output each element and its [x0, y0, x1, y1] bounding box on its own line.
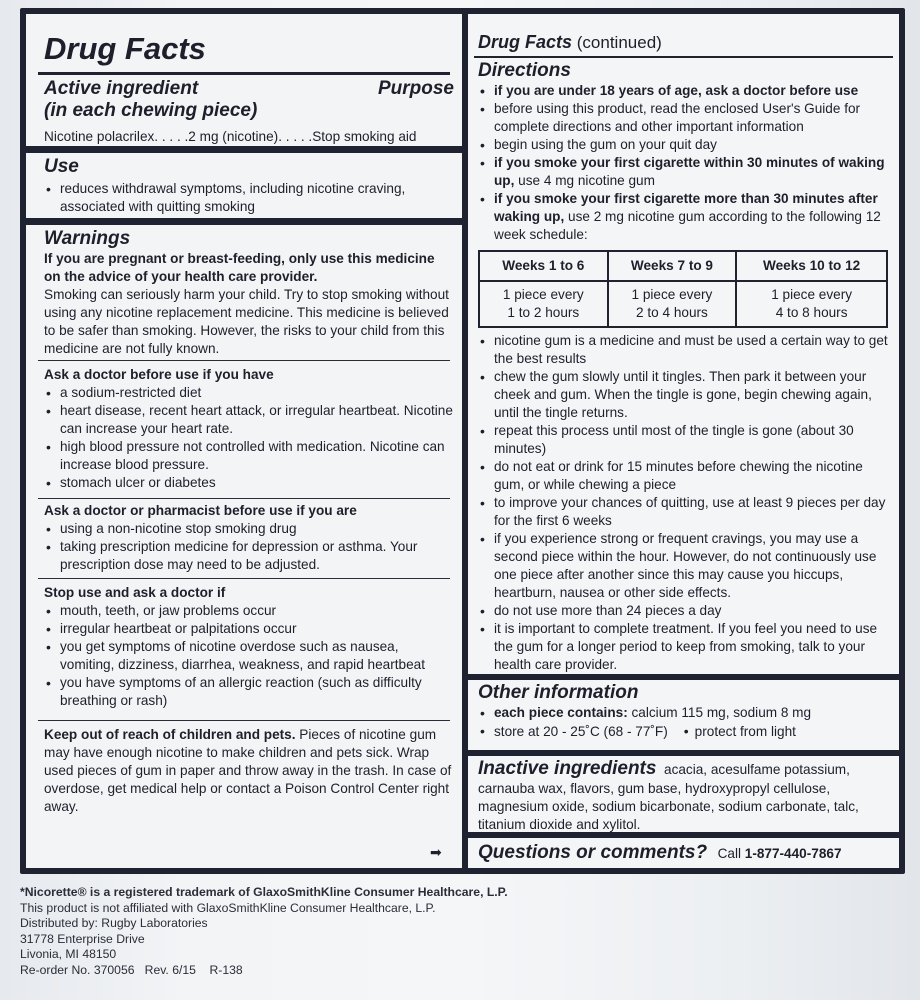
directions-section [478, 60, 893, 674]
list-item: • do not use more than 24 pieces a day [478, 602, 893, 620]
inactive-heading: Inactive ingredients [478, 758, 657, 779]
ask-doctor-section [44, 366, 454, 492]
list-item: • if you smoke your first cigarette more than 30 minutes after waking up, use 2 mg nicotine gum according to the following 12 week schedule: [478, 190, 893, 244]
list-item: • if you experience strong or frequent cravings, you may use a second piece within the hour. However, do not continuously use one piece after another since this may cause you hiccups, heartburn, nausea or other side effects. [478, 530, 893, 602]
footer-line: 31778 Enterprise Drive [20, 931, 145, 946]
footer [20, 885, 900, 978]
other-info-box [468, 680, 899, 750]
keep-out-bold: Keep out of reach of children and pets. [44, 727, 296, 742]
list-item: • chew the gum slowly until it tingles. Then park it between your cheek and gum. When the tingle is gone, begin chewing again, until the tingle returns. [478, 368, 893, 422]
footer-line: Re-order No. 370056 Rev. 6/15 R-138 [20, 962, 243, 977]
warnings-text: Smoking can seriously harm your child. Try to stop smoking without using any nicotine replacement medicine. This medicine is believed to be safer than smoking. However, the risks to your child from this medicine are not fully known. [44, 287, 449, 356]
list-item: • nicotine gum is a medicine and must be used a certain way to get the best results [478, 332, 893, 368]
ask-doctor-heading: Ask a doctor before use if you have [44, 367, 274, 382]
list-item: • high blood pressure not controlled with medication. Nicotine can increase blood pressure. [44, 438, 454, 474]
drug-facts-title: Drug Facts [44, 31, 206, 66]
list-item: • a sodium-restricted diet [44, 384, 454, 402]
list-item: • stomach ulcer or diabetes [44, 474, 454, 492]
list-item: • if you are under 18 years of age, ask a doctor before use [478, 82, 893, 100]
use-section [44, 156, 454, 216]
use-heading: Use [44, 156, 79, 177]
continued-title-main: Drug Facts [478, 32, 573, 52]
active-ingredient-section [44, 78, 454, 146]
trademark-line: *Nicorette® is a registered trademark of GlaxoSmithKline Consumer Healthcare, L.P. [20, 885, 508, 899]
warnings-heading: Warnings [44, 228, 131, 249]
continue-arrow-icon: ➡ [430, 844, 442, 860]
stop-use-heading: Stop use and ask a doctor if [44, 585, 226, 600]
list-item: • it is important to complete treatment. If you feel you need to use the gum for a longer period to keep from smoking, talk to your health care provider. [478, 620, 893, 674]
directions-box [468, 14, 899, 674]
stop-use-section [44, 584, 454, 710]
footer-line: This product is not affiliated with GlaxoSmithKline Consumer Healthcare, L.P. [20, 900, 436, 915]
keep-out-section [44, 726, 452, 816]
purpose-heading: Purpose [377, 78, 454, 99]
phone-number: 1-877-440-7867 [744, 846, 842, 861]
schedule-header: Weeks 1 to 6 [479, 251, 608, 281]
list-item: • irregular heartbeat or palpitations occur [44, 620, 454, 638]
footer-line: Livonia, MI 48150 [20, 947, 117, 961]
list-item: • heart disease, recent heart attack, or irregular heartbeat. Nicotine can increase your heart rate. [44, 402, 454, 438]
list-item: • do not eat or drink for 15 minutes before chewing the nicotine gum, or while chewing a piece [478, 458, 893, 494]
drug-facts-frame [20, 8, 905, 874]
list-item: • repeat this process until most of the tingle is gone (about 30 minutes) [478, 422, 893, 458]
continued-title [478, 32, 662, 53]
list-item: • you get symptoms of nicotine overdose such as nausea, vomiting, dizziness, diarrhea, weakness, and rapid heartbeat [44, 638, 454, 674]
schedule-cell: 1 piece every 4 to 8 hours [736, 281, 887, 327]
warnings-section [44, 228, 454, 358]
use-item: • reduces withdrawal symptoms, including nicotine craving, associated with quitting smoking [44, 180, 454, 216]
list-item: • mouth, teeth, or jaw problems occur [44, 602, 454, 620]
active-ingredient-subheading: (in each chewing piece) [44, 100, 258, 121]
list-item: • taking prescription medicine for depression or asthma. Your prescription dose may need to be adjusted. [44, 538, 454, 574]
warnings-bold: If you are pregnant or breast-feeding, only use this medicine on the advice of your health care provider. [44, 251, 435, 284]
list-item: • if you smoke your first cigarette within 30 minutes of waking up, use 4 mg nicotine gum [478, 154, 893, 190]
questions-call: Call [717, 846, 745, 861]
footer-line: Distributed by: Rugby Laboratories [20, 916, 208, 930]
schedule-cell: 1 piece every 1 to 2 hours [479, 281, 608, 327]
keep-out-text: Pieces of nicotine gum may have enough nicotine to make children and pets sick. Wrap used pieces of gum in paper and throw away in the trash. In case of overdose, get medical help or contact a Poison Control Center right away. [44, 727, 452, 814]
drug-facts-header [44, 32, 454, 66]
list-item: • you have symptoms of an allergic reaction (such as difficulty breathing or rash) [44, 674, 454, 710]
schedule-header: Weeks 10 to 12 [736, 251, 887, 281]
ingredient-line: Nicotine polacrilex. . . . .2 mg (nicotine). . . . .Stop smoking aid [44, 129, 417, 144]
directions-heading: Directions [478, 60, 571, 81]
other-info-heading: Other information [478, 682, 639, 703]
questions-box [468, 838, 899, 868]
list-item: • before using this product, read the enclosed User's Guide for complete directions and other important information [478, 100, 893, 136]
inactive-text: acacia, acesulfame potassium, carnauba wax, flavors, gum base, hydroxypropyl cellulose, magnesium oxide, sodium bicarbonate, sodium carbonate, talc, titanium dioxide and xylitol. [478, 762, 859, 832]
schedule-header: Weeks 7 to 9 [608, 251, 737, 281]
list-item: • store at 20 - 25˚C (68 - 77˚F) • protect from light [478, 722, 893, 741]
list-item: • begin using the gum on your quit day [478, 136, 893, 154]
list-item: • to improve your chances of quitting, use at least 9 pieces per day for the first 6 weeks [478, 494, 893, 530]
ask-pharmacist-section [44, 502, 454, 574]
ask-pharmacist-heading: Ask a doctor or pharmacist before use if you are [44, 503, 357, 518]
active-ingredient-heading: Active ingredient [44, 78, 199, 99]
schedule-table [478, 250, 888, 328]
list-item: • each piece contains: calcium 115 mg, sodium 8 mg [478, 704, 893, 722]
schedule-cell: 1 piece every 2 to 4 hours [608, 281, 737, 327]
continued-title-suffix: (continued) [572, 33, 662, 52]
questions-heading: Questions or comments? [478, 842, 708, 863]
inactive-ingredients-box [468, 756, 899, 832]
list-item: • using a non-nicotine stop smoking drug [44, 520, 454, 538]
